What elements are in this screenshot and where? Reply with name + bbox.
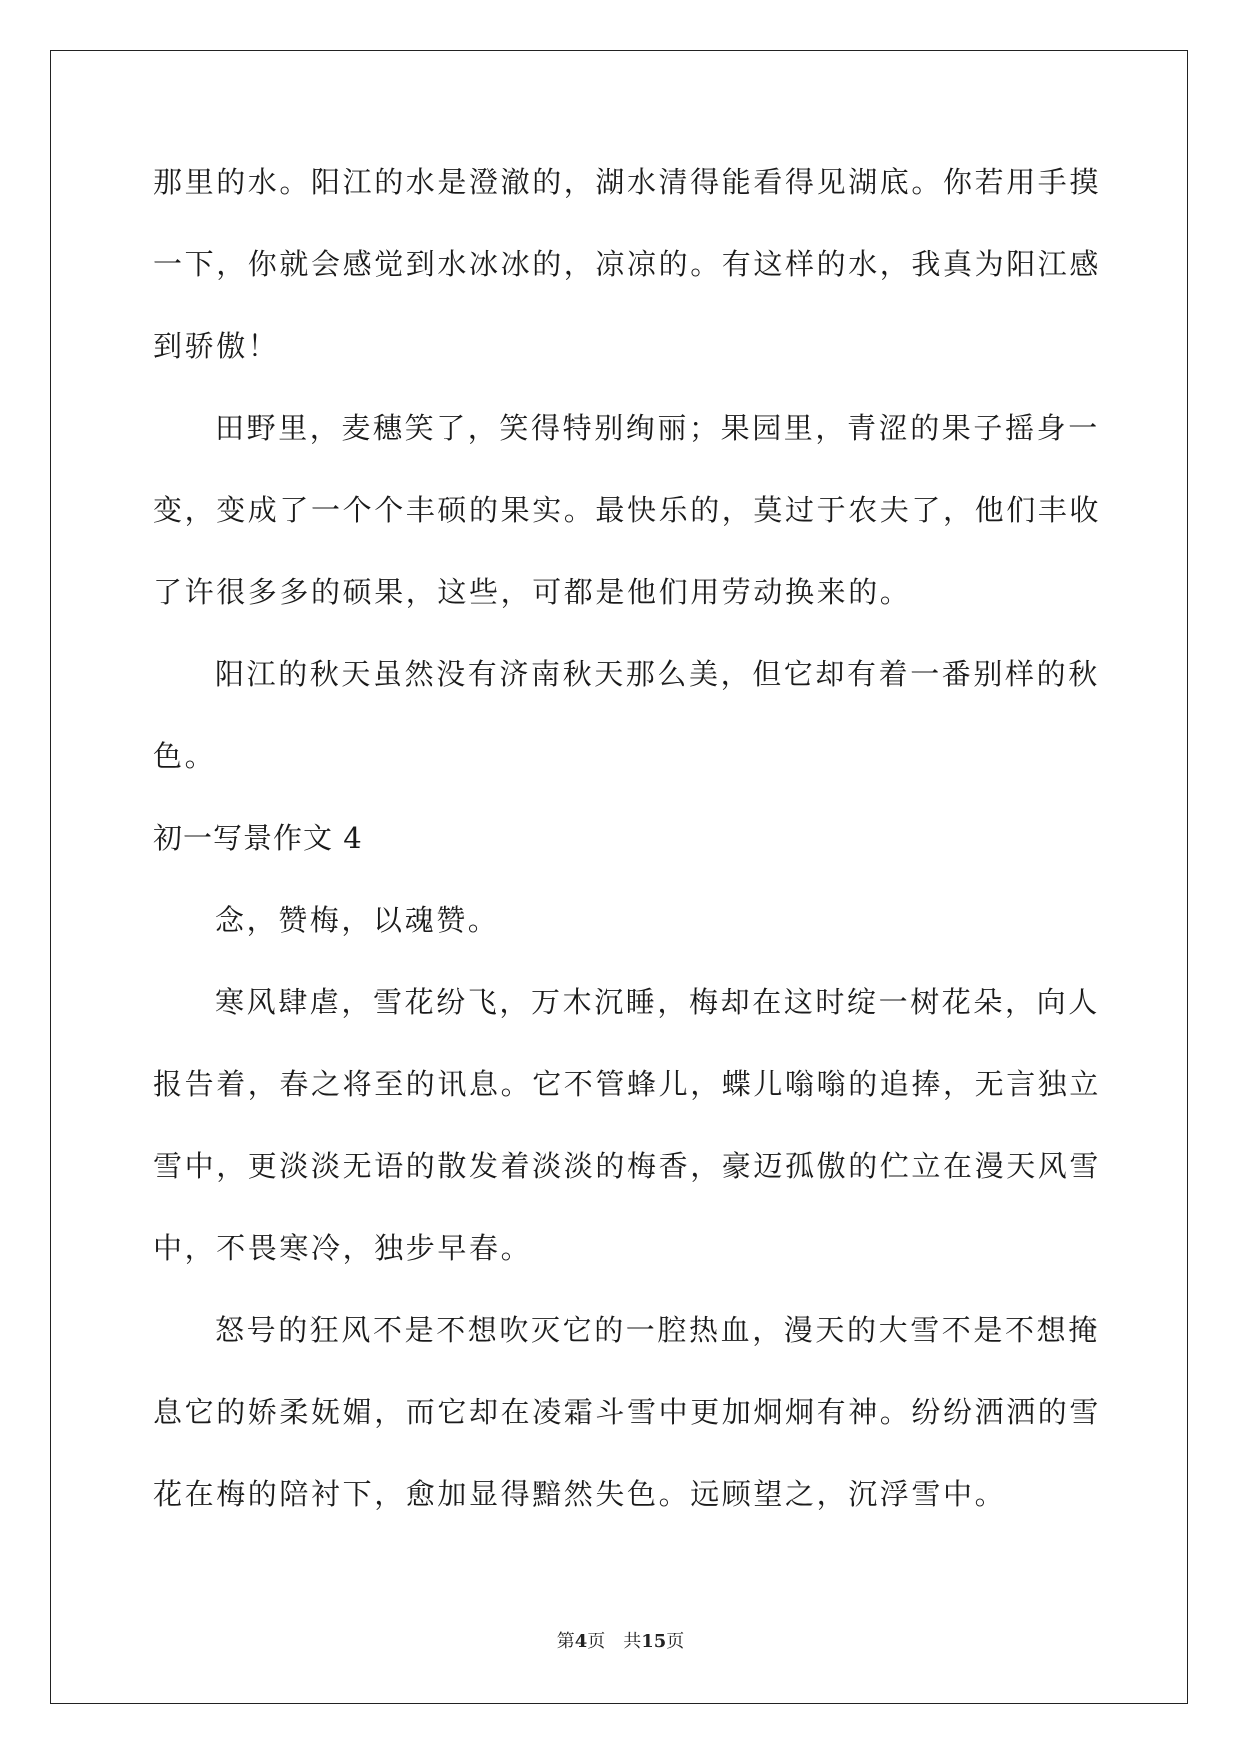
text-line: 色。 <box>153 739 217 773</box>
total-suffix: 页 <box>666 1631 685 1652</box>
text-line: 那里的水。阳江的水是澄澈的，湖水清得能看得见湖底。你若用手摸 <box>153 165 1102 199</box>
text-line: 怒号的狂风不是不想吹灭它的一腔热血，漫天的大雪不是不想掩 <box>215 1313 1100 1347</box>
text-line: 中，不畏寒冷，独步早春。 <box>153 1231 533 1265</box>
total-prefix: 共 <box>623 1631 642 1652</box>
page-prefix: 第 <box>556 1631 575 1652</box>
text-line: 花在梅的陪衬下，愈加显得黯然失色。远顾望之，沉浮雪中。 <box>153 1477 1007 1511</box>
page-footer <box>0 1627 1241 1653</box>
text-line: 到骄傲！ <box>153 329 280 363</box>
text-line: 寒风肆虐，雪花纷飞，万木沉睡，梅却在这时绽一树花朵，向人 <box>215 985 1100 1019</box>
text-line: 阳江的秋天虽然没有济南秋天那么美，但它却有着一番别样的秋 <box>215 657 1100 691</box>
text-line: 一下，你就会感觉到水冰冰的，凉凉的。有这样的水，我真为阳江感 <box>153 247 1102 281</box>
text-line: 田野里，麦穗笑了，笑得特别绚丽；果园里，青涩的果子摇身一 <box>215 411 1100 445</box>
document-body <box>153 163 1102 1557</box>
page-number: 4 <box>574 1631 588 1652</box>
text-line: 变，变成了一个个丰硕的果实。最快乐的，莫过于农夫了，他们丰收 <box>153 493 1102 527</box>
text-line: 报告着，春之将至的讯息。它不管蜂儿，蝶儿嗡嗡的追捧，无言独立 <box>153 1067 1102 1101</box>
text-line: 念，赞梅，以魂赞。 <box>215 903 500 937</box>
text-line: 雪中，更淡淡无语的散发着淡淡的梅香，豪迈孤傲的伫立在漫天风雪 <box>153 1149 1102 1183</box>
total-pages: 15 <box>641 1631 667 1652</box>
text-line: 息它的娇柔妩媚，而它却在凌霜斗雪中更加炯炯有神。纷纷洒洒的雪 <box>153 1395 1102 1429</box>
page-suffix: 页 <box>587 1631 606 1652</box>
text-line: 了许很多多的硕果，这些，可都是他们用劳动换来的。 <box>153 575 912 609</box>
section-heading: 初一写景作文 4 <box>153 821 363 855</box>
